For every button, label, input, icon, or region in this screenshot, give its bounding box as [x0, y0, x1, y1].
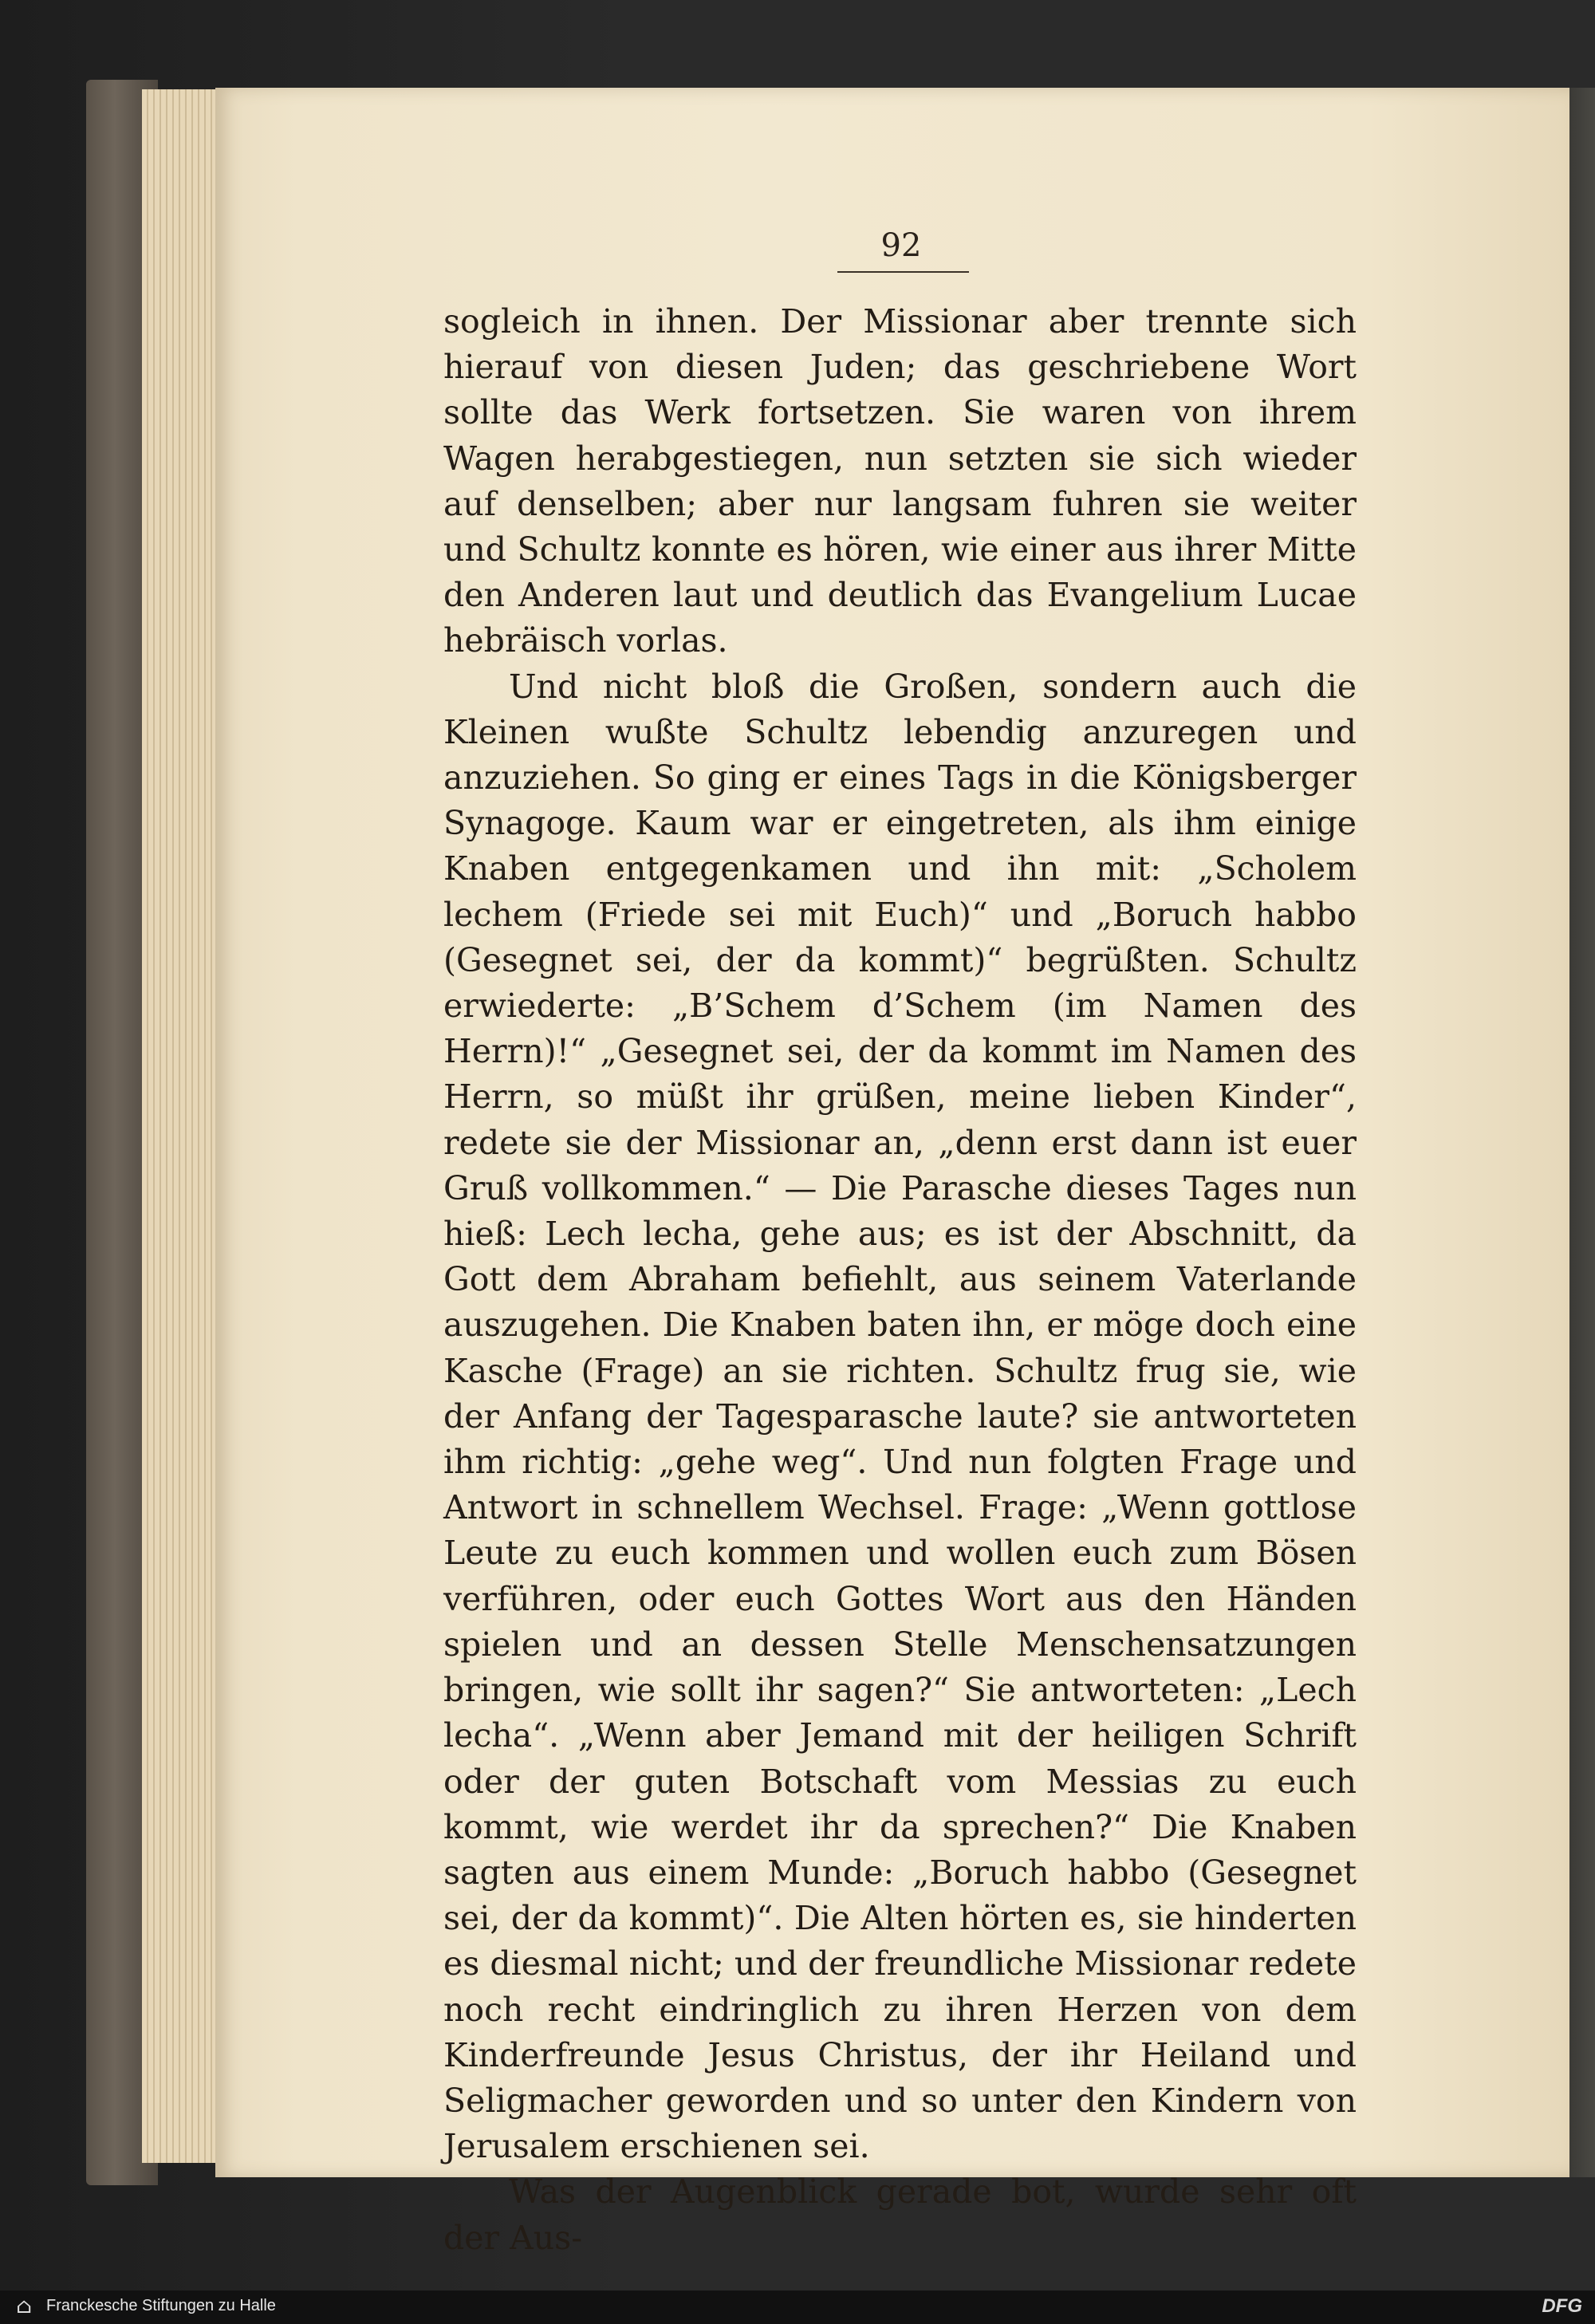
institution-name: Franckesche Stiftungen zu Halle — [46, 2297, 276, 2314]
viewer-footer — [0, 2291, 1595, 2324]
body-text — [443, 299, 1357, 2261]
dfg-logo: DFG — [1542, 2295, 1582, 2317]
paragraph-3: Was der Augenblick gerade bot, wurde sehr oft der Aus- — [443, 2172, 1357, 2257]
page-stack-edges — [142, 89, 222, 2163]
paragraph-1: sogleich in ihnen. Der Missionar aber trennte sich hierauf von diesen Juden; das geschriebene Wort sollte das Werk fortsetzen. Sie waren von ihrem Wagen herabgestiegen, nun setzten sie sich wieder auf denselben; aber nur langsam fuhren sie weiter und Schultz konnte es hören, wie einer aus ihrer Mitte den Anderen laut und deutlich das Evangelium Lucae hebräisch vorlas. — [443, 302, 1357, 660]
header-rule — [837, 271, 969, 273]
page-number: 92 — [880, 227, 922, 264]
facing-page-edge — [1569, 88, 1595, 2177]
building-icon: ⌂ — [16, 2294, 32, 2318]
paragraph-2: Und nicht bloß die Großen, sondern auch die Kleinen wußte Schultz lebendig anzuregen und anzuziehen. So ging er eines Tags in die Königsberger Synagoge. Kaum war er eingetreten, als ihm einige Knaben entgegenkamen und ihn mit: „Scholem lechem (Friede sei mit Euch)“ und „Boruch habbo (Gesegnet sei, der da kommt)“ begrüßten. Schultz erwiederte: „B’Schem d’Schem (im Namen des Herrn)!“ „Gesegnet sei, der da kommt im Namen des Herrn, so müßt ihr grüßen, meine lieben Kinder“, redete sie der Missionar an, „denn erst dann ist euer Gruß vollkommen.“ — Die Parasche dieses Tages nun hieß: Lech lecha, gehe aus; es ist der Abschnitt, da Gott dem Abraham befiehlt, aus seinem Vaterlande auszugehen. Die Knaben baten ihn, er möge doch eine Kasche (Frage) an sie richten. Schultz frug sie, wie der Anfang der Tagesparasche laute? sie antworteten ihm richtig: „gehe weg“. Und nun folgten Frage und Antwort in schnellem Wechsel. Frage: „Wenn gottlose Leute zu euch kommen und wollen euch zum Bösen verführen, oder euch Gottes Wort aus den Händen spielen und an dessen Stelle Menschensatzungen bringen, wie sollt ihr sagen?“ Sie antworteten: „Lech lecha“. „Wenn aber Jemand mit der heiligen Schrift oder der guten Botschaft vom Messias zu euch kommt, wie werdet ihr da sprechen?“ Die Knaben sagten aus einem Munde: „Boruch habbo (Gesegnet sei, der da kommt)“. Die Alten hörten es, sie hinderten es diesmal nicht; und der freundliche Missionar redete noch recht eindringlich zu ihren Herzen von dem Kinderfreunde Jesus Christus, der ihr Heiland und Seligmacher geworden und so unter den Kindern von Jerusalem erschienen sei. — [443, 667, 1357, 2166]
